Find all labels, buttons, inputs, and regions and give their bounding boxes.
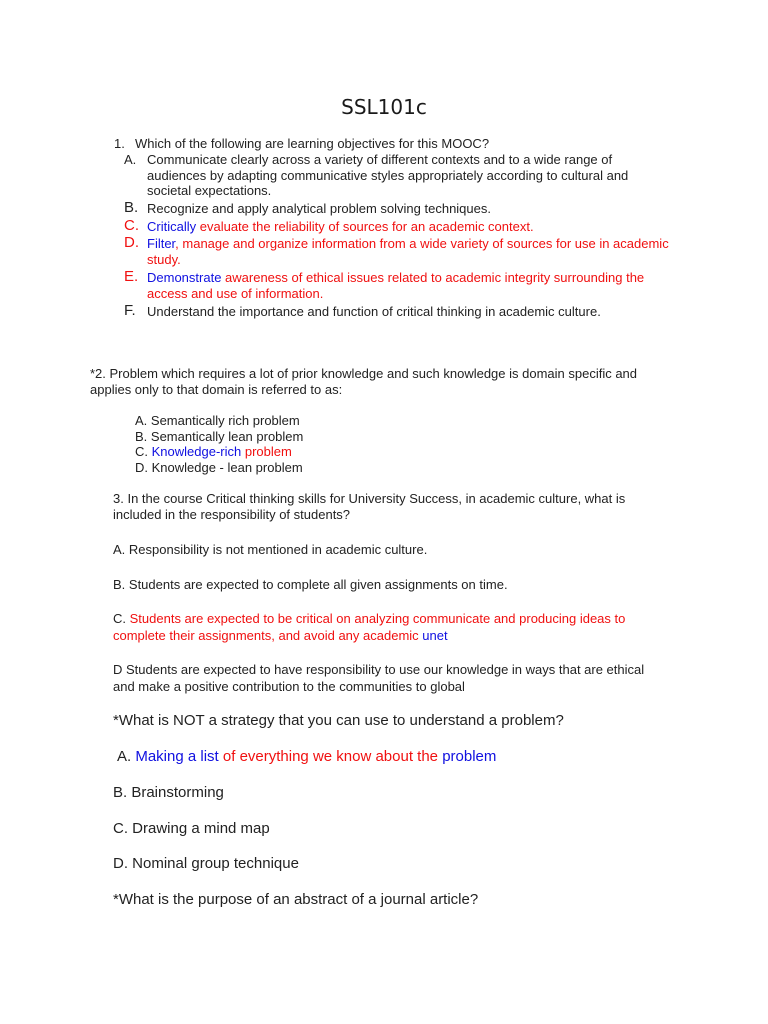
q1-text: Which of the following are learning objectives for this MOOC? (135, 136, 490, 151)
q3-option-c-red-2: complete their assignments, and avoid any academic (113, 628, 423, 643)
q1-option-c-rest: evaluate the reliability of sources for an academic context. (196, 219, 534, 234)
q1-option-e-letter: E. (124, 268, 139, 285)
q4-option-b: B. Brainstorming (113, 784, 224, 801)
q1-option-b-text: Recognize and apply analytical problem solving techniques. (147, 201, 491, 216)
q1-option-d-line-2: study. (147, 252, 181, 267)
q4-text: *What is NOT a strategy that you can use to understand a problem? (113, 712, 564, 729)
q2-option-b: B. Semantically lean problem (135, 429, 304, 444)
page-title: SSL101c (341, 95, 427, 119)
q1-number: 1. (114, 136, 125, 151)
q3-option-c-line-1 (113, 611, 625, 627)
q4-option-a-highlight-2: problem (442, 748, 497, 765)
q1-option-d-highlight: Filter (147, 236, 176, 251)
q2-line-1: *2. Problem which requires a lot of prior knowledge and such knowledge is domain specific and (90, 366, 638, 381)
q1-option-d-rest: , manage and organize information from a wide variety of sources for use in academic (175, 236, 669, 251)
q2-option-c-highlight: Knowledge-rich (151, 444, 242, 459)
q3-option-c-red-1: Students are expected to be critical on analyzing communicate and producing ideas to (129, 611, 626, 626)
q3-option-c-line-2 (113, 628, 448, 644)
q1-option-b-letter: B. (124, 199, 139, 216)
q1-option-a-line-3: societal expectations. (147, 183, 272, 198)
q1-option-a-line-2: audiences by adapting communicative styles appropriately according to cultural and (147, 168, 629, 183)
q4-option-a-highlight-1: Making a list (135, 748, 219, 765)
q3-option-a: A. Responsibility is not mentioned in academic culture. (113, 542, 428, 557)
q1-option-e-highlight: Demonstrate (147, 270, 222, 285)
q2-option-a: A. Semantically rich problem (135, 413, 300, 428)
q1-option-e-rest: awareness of ethical issues related to academic integrity surrounding the (221, 270, 645, 285)
q1-option-a-letter: A. (124, 152, 137, 167)
q3-line-2: included in the responsibility of students? (113, 507, 351, 522)
q2-line-2: applies only to that domain is referred to as: (90, 382, 343, 397)
q5-text: *What is the purpose of an abstract of a journal article? (113, 891, 479, 908)
q1-option-e-text (147, 270, 644, 286)
q1-option-f-letter: F. (124, 302, 136, 319)
q1-option-f-text: Understand the importance and function of critical thinking in academic culture. (147, 304, 601, 319)
q2-option-c-rest: problem (241, 444, 292, 459)
q1-option-d-letter: D. (124, 234, 139, 251)
q3-option-d-line-2: and make a positive contribution to the communities to global (113, 679, 465, 694)
q4-option-a-prefix: A. (117, 748, 136, 765)
q4-option-a (117, 748, 496, 766)
q2-option-c (135, 444, 292, 460)
q1-option-a-line-1: Communicate clearly across a variety of different contexts and to a wide range of (147, 152, 613, 167)
q1-option-c-letter: C. (124, 217, 139, 234)
q3-option-c-prefix: C. (113, 611, 130, 626)
q1-option-c-highlight: Critically (147, 219, 197, 234)
q4-option-a-rest: of everything we know about the (218, 748, 443, 765)
q3-line-1: 3. In the course Critical thinking skills for University Success, in academic culture, what is (113, 491, 626, 506)
q3-option-b: B. Students are expected to complete all given assignments on time. (113, 577, 508, 592)
q1-option-d-text (147, 236, 669, 252)
q2-option-c-prefix: C. (135, 444, 152, 459)
q1-option-e-line-2: access and use of information. (147, 286, 324, 301)
q3-option-d-line-1: D Students are expected to have responsibility to use our knowledge in ways that are ethical (113, 662, 645, 677)
q2-option-d: D. Knowledge - lean problem (135, 460, 303, 475)
q4-option-c: C. Drawing a mind map (113, 820, 270, 837)
q1-option-c-text (147, 219, 534, 235)
q4-option-d: D. Nominal group technique (113, 855, 299, 872)
q3-option-c-highlight: unet (422, 628, 448, 643)
